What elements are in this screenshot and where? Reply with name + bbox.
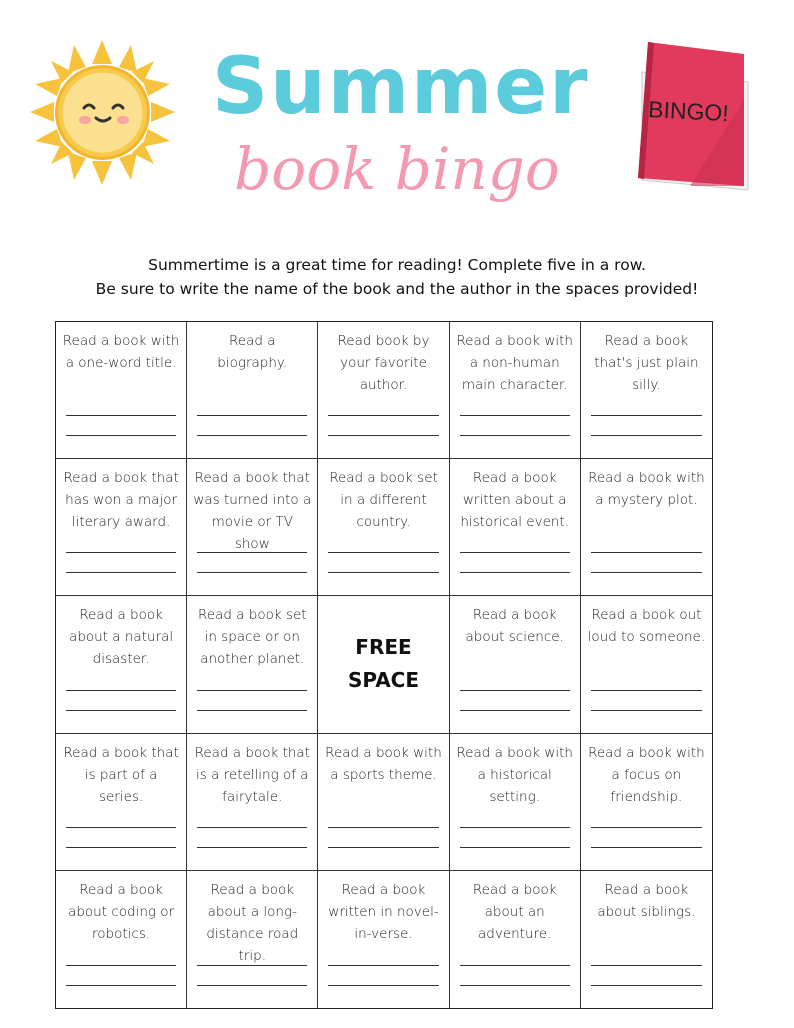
cell-prompt: Read a book about siblings. [597, 881, 696, 920]
cell-prompt: Read a book with a one-word title. [62, 333, 180, 371]
bingo-cell[interactable] [581, 734, 712, 871]
bingo-cell[interactable] [187, 596, 318, 733]
book-title-line[interactable] [460, 552, 570, 553]
book-title-line[interactable] [460, 690, 570, 691]
author-line[interactable] [460, 847, 570, 848]
cell-prompt: Read a book about a natural disaster. [69, 607, 174, 668]
bingo-cell[interactable] [450, 734, 581, 871]
book-title-line[interactable] [66, 415, 176, 416]
book-title-line[interactable] [460, 827, 570, 828]
cell-prompt: Read a book about an adventure. [472, 881, 557, 942]
cell-prompt: Read a book with a focus on friendship. [588, 744, 705, 805]
author-line[interactable] [591, 710, 702, 711]
free-space-line-2: SPACE [347, 668, 420, 693]
author-line[interactable] [197, 435, 307, 436]
bingo-cell[interactable] [318, 871, 449, 1008]
book-title-line[interactable] [591, 415, 702, 416]
book-title-line[interactable] [66, 690, 176, 691]
title-book-bingo: book bingo [234, 135, 560, 203]
book-title-line[interactable] [591, 690, 702, 691]
bingo-grid [55, 321, 713, 1009]
book-title-line[interactable] [197, 415, 307, 416]
book-title-line[interactable] [66, 552, 176, 553]
author-line[interactable] [66, 435, 176, 436]
free-space-cell [318, 596, 449, 733]
author-line[interactable] [328, 572, 438, 573]
cell-prompt: Read a book about a long-distance road trip. [206, 881, 299, 964]
bingo-cell[interactable] [318, 459, 449, 596]
book-title-line[interactable] [328, 827, 438, 828]
cell-prompt: Read a book that has won a major literary award. [63, 470, 179, 531]
bingo-cell[interactable] [318, 322, 449, 459]
author-line[interactable] [460, 572, 570, 573]
bingo-cell[interactable] [581, 322, 712, 459]
bingo-cell[interactable] [56, 871, 187, 1008]
cell-prompt: Read a book that is part of a series. [63, 744, 179, 805]
bingo-cell[interactable] [450, 459, 581, 596]
bingo-cell[interactable] [56, 459, 187, 596]
author-line[interactable] [591, 847, 702, 848]
title-summer: Summer [212, 42, 590, 132]
instructions-line-2: Be sure to write the name of the book and the author in the spaces provided! [95, 280, 699, 298]
bingo-cell[interactable] [187, 734, 318, 871]
author-line[interactable] [197, 572, 307, 573]
cell-prompt: Read a book that is a retelling of a fairytale. [194, 744, 310, 805]
author-line[interactable] [460, 710, 570, 711]
bingo-cell[interactable] [187, 322, 318, 459]
cell-prompt: Read a biography. [217, 333, 288, 371]
cell-prompt: Read a book with a sports theme. [325, 744, 442, 783]
cell-prompt: Read a book written about a historical event. [460, 470, 570, 531]
book-title-line[interactable] [197, 827, 307, 828]
bingo-cell[interactable] [581, 596, 712, 733]
book-title-line[interactable] [591, 552, 702, 553]
author-line[interactable] [66, 985, 176, 986]
bingo-cell[interactable] [56, 734, 187, 871]
book-title-line[interactable] [328, 415, 438, 416]
author-line[interactable] [328, 435, 438, 436]
author-line[interactable] [66, 710, 176, 711]
cell-prompt: Read a book with a historical setting. [456, 744, 573, 805]
bingo-cell[interactable] [318, 734, 449, 871]
cell-prompt: Read a book written in novel-in-verse. [328, 881, 439, 942]
author-line[interactable] [591, 435, 702, 436]
bingo-cell[interactable] [581, 459, 712, 596]
book-title-line[interactable] [460, 415, 570, 416]
book-title-line[interactable] [328, 552, 438, 553]
cell-prompt: Read a book that's just plain silly. [594, 333, 699, 393]
bingo-book-label: BINGO! [647, 96, 730, 127]
cell-prompt: Read a book with a non-human main character. [456, 333, 573, 393]
cell-prompt: Read a book that was turned into a movie or TV show [193, 470, 312, 553]
author-line[interactable] [328, 847, 438, 848]
bingo-cell[interactable] [56, 596, 187, 733]
author-line[interactable] [328, 985, 438, 986]
instructions [0, 253, 794, 301]
author-line[interactable] [460, 985, 570, 986]
book-title-line[interactable] [460, 965, 570, 966]
book-title-line[interactable] [197, 552, 307, 553]
book-title-line[interactable] [328, 965, 438, 966]
bingo-cell[interactable] [450, 596, 581, 733]
page-title [212, 42, 590, 204]
cell-prompt: Read a book set in a different country. [329, 470, 438, 531]
cell-prompt: Read a book about coding or robotics. [68, 881, 175, 942]
author-line[interactable] [591, 572, 702, 573]
author-line[interactable] [591, 985, 702, 986]
author-line[interactable] [66, 847, 176, 848]
book-title-line[interactable] [197, 690, 307, 691]
cell-prompt: Read a book with a mystery plot. [588, 470, 705, 509]
book-title-line[interactable] [591, 965, 702, 966]
author-line[interactable] [460, 435, 570, 436]
cell-prompt: Read book by your favorite author. [337, 333, 430, 393]
cell-prompt: Read a book about science. [465, 607, 564, 646]
bingo-cell[interactable] [187, 871, 318, 1008]
author-line[interactable] [66, 572, 176, 573]
author-line[interactable] [197, 985, 307, 986]
instructions-line-1: Summertime is a great time for reading! Complete five in a row. [148, 256, 646, 274]
author-line[interactable] [197, 710, 307, 711]
book-title-line[interactable] [66, 827, 176, 828]
bingo-cell[interactable] [450, 322, 581, 459]
free-space-line-1: FREE [355, 635, 412, 660]
bingo-cell[interactable] [187, 459, 318, 596]
cell-prompt: Read a book set in space or on another planet. [197, 607, 307, 668]
author-line[interactable] [197, 847, 307, 848]
book-title-line[interactable] [66, 965, 176, 966]
book-title-line[interactable] [591, 827, 702, 828]
book-title-line[interactable] [197, 965, 307, 966]
sun-illustration [30, 40, 175, 185]
bingo-cell[interactable] [450, 871, 581, 1008]
bingo-cell[interactable] [56, 322, 187, 459]
cell-prompt: Read a book out loud to someone. [587, 607, 706, 646]
bingo-cell[interactable] [581, 871, 712, 1008]
